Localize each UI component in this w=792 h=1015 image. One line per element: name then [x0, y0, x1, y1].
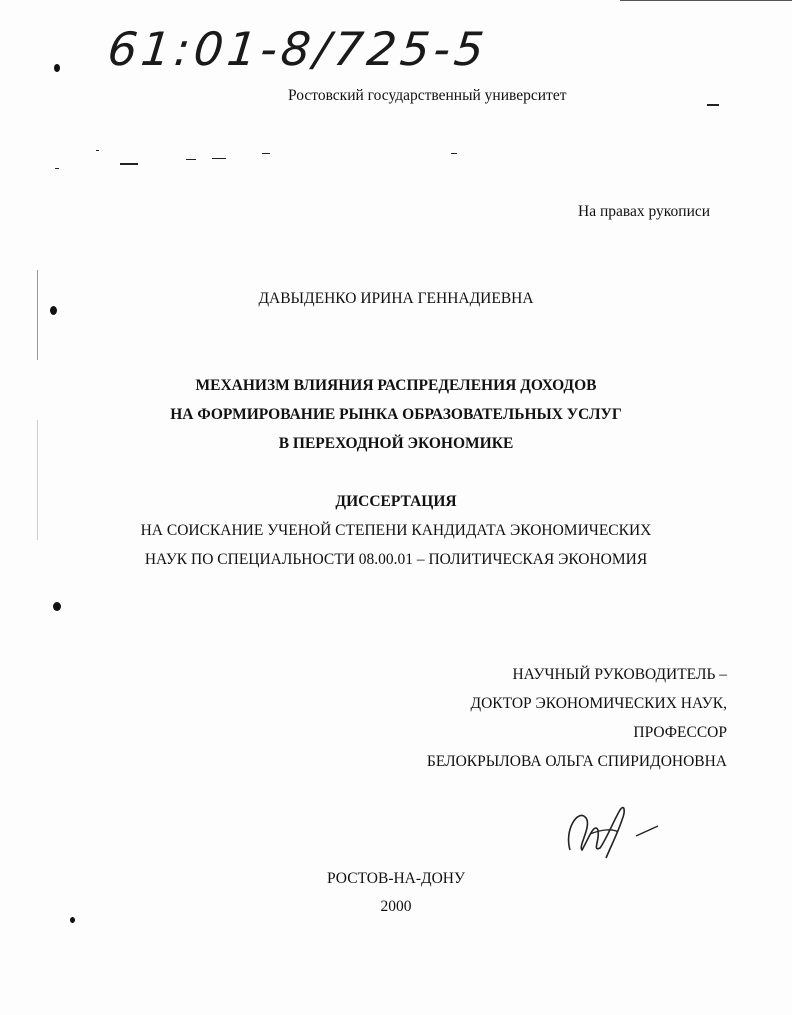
rights-note: На правах рукописи — [578, 203, 711, 220]
scan-dash — [96, 150, 99, 151]
scan-dash — [55, 168, 59, 169]
document-type: ДИССЕРТАЦИЯ — [335, 493, 457, 510]
degree-line: НА СОИСКАНИЕ УЧЕНОЙ СТЕПЕНИ КАНДИДАТА ЭКОНОМИЧЕСКИХ — [140, 522, 652, 539]
scan-dash — [212, 158, 226, 159]
supervisor-line: ПРОФЕССОР — [633, 724, 727, 741]
scan-dot — [50, 306, 57, 315]
scan-edge-top — [620, 0, 792, 1]
scan-dot — [53, 602, 61, 611]
degree-line: НАУК ПО СПЕЦИАЛЬНОСТИ 08.00.01 – ПОЛИТИЧЕСКАЯ ЭКОНОМИЯ — [144, 551, 648, 568]
city: РОСТОВ-НА-ДОНУ — [327, 870, 465, 887]
signature — [560, 800, 670, 865]
scan-dot — [54, 64, 60, 72]
year: 2000 — [380, 898, 412, 915]
scan-dash — [186, 159, 196, 160]
title-line: НА ФОРМИРОВАНИЕ РЫНКА ОБРАЗОВАТЕЛЬНЫХ УСЛУГ — [170, 406, 622, 423]
supervisor-line: НАУЧНЫЙ РУКОВОДИТЕЛЬ – — [512, 666, 727, 683]
author-name: ДАВЫДЕНКО ИРИНА ГЕННАДИЕВНА — [258, 290, 534, 307]
handwritten-archive-number: 61:01-8/725-5 — [105, 22, 491, 76]
supervisor-line: БЕЛОКРЫЛОВА ОЛЬГА СПИРИДОНОВНА — [426, 753, 727, 770]
scan-dash — [451, 153, 457, 154]
university-name: Ростовский государственный университет — [288, 87, 567, 104]
scan-edge-line — [37, 270, 38, 360]
title-line: МЕХАНИЗМ ВЛИЯНИЯ РАСПРЕДЕЛЕНИЯ ДОХОДОВ — [195, 377, 597, 394]
scan-dash — [262, 153, 270, 154]
scan-dash — [120, 163, 138, 165]
scan-dot — [70, 917, 75, 923]
scan-dash — [707, 104, 719, 106]
supervisor-line: ДОКТОР ЭКОНОМИЧЕСКИХ НАУК, — [470, 695, 727, 712]
title-line: В ПЕРЕХОДНОЙ ЭКОНОМИКЕ — [278, 435, 514, 452]
